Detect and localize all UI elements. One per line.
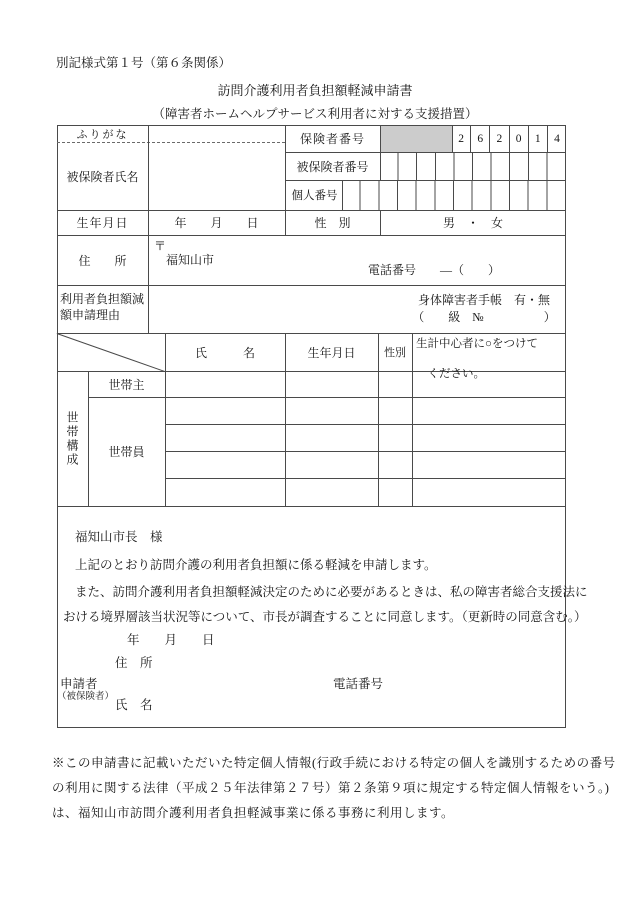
insurer-digit: 2 [458,132,464,145]
insurer-digit: 1 [528,125,547,152]
sex-options: 男 ・ 女 [442,216,503,230]
page-title: 訪問介護利用者負担額軽減申請書 [217,83,413,98]
declaration-date-line: 年 月 日 [127,633,215,647]
applicant-sub-label: （被保険者） [57,692,115,702]
grid-line [452,125,453,152]
breadwinner-header-line2: ください。 [427,368,485,380]
household-birthdate-header: 生年月日 [307,345,356,360]
insurer-digit: 0 [509,125,528,152]
address-label: 住 所 [78,253,127,268]
address-city: 福知山市 [166,253,215,267]
declaration-line1: 上記のとおり訪問介護の利用者負担額に係る軽減を申請します。 [75,558,437,572]
insured-name-label: 被保険者氏名 [66,169,139,184]
insurer-number-shaded-cell [381,126,452,152]
furigana-label: ふりがな [76,128,129,141]
personal-number-grid [342,180,566,210]
grid-line [165,451,566,452]
applicant-label: 申請者 [60,677,98,691]
household-head-label: 世帯主 [108,377,145,392]
declaration-phone-label: 電話番号 [333,677,384,691]
insured-number-grid [380,152,566,180]
grid-line [57,506,566,507]
disability-note-line1: 身体障害者手帳 有・無 [417,293,550,307]
reduction-reason-label-line1: 利用者負担額減 [60,292,145,306]
declaration-addressee: 福知山市長 様 [75,530,163,544]
household-breadwinner-header [416,337,538,397]
sex-label: 性 別 [314,216,351,230]
footnote-line1: ※この申請書に記載いただいた特定個人情報(行政手続における特定の個人を識別するための番号 [52,756,616,770]
page-subtitle: （障害者ホームヘルプサービス利用者に対する支援措置） [152,107,478,121]
disability-note-line2: （ 級 № ） [412,310,556,324]
insurer-digit: 2 [489,125,508,152]
household-member-label: 世帯員 [108,445,145,459]
insurer-digit: 6 [470,125,489,152]
footnote-line2: の利用に関する法律（平成２５年法律第２７号）第２条第９項に規定する特定個人情報をいう。) [52,781,610,795]
footnote-line3: は、福知山市訪問介護利用者負担軽減事業に係る事務に利用します。 [52,806,455,820]
insured-number-label: 被保険者番号 [296,159,369,174]
declaration-address-label: 住 所 [115,656,153,670]
declaration-line2: また、訪問介護利用者負担額軽減決定のために必要があるときは、私の障害者総合支援法に [75,585,588,599]
disability-certificate-note [405,285,563,333]
declaration-line3: おける境界層該当状況等について、市長が調査することに同意します。（更新時の同意含む。） [63,610,587,624]
birthdate-placeholder: 年 月 日 [174,216,259,230]
breadwinner-header-line1: 生計中心者に○をつけて [416,338,538,350]
household-sex-header: 性別 [384,347,406,359]
postal-mark: 〒 [154,239,167,253]
insurer-number-label: 保険者番号 [299,132,365,146]
grid-line [412,333,413,506]
grid-line [165,478,566,479]
household-group-label: 世帯構成 [65,410,79,467]
grid-line [342,180,343,210]
phone-line: 電話番号 ―（ ） [368,263,501,277]
birthdate-label: 生年月日 [76,216,129,230]
form-number: 別記様式第１号（第６条関係） [56,56,232,70]
reduction-reason-label-line2: 額申請理由 [60,308,121,322]
grid-line [380,125,381,180]
personal-number-label: 個人番号 [291,190,338,202]
insurer-number-digit-cells [452,125,566,152]
insurer-digit: 4 [547,125,566,152]
household-name-header: 氏 名 [194,345,255,360]
grid-line [165,424,566,425]
applicant-name-label: 氏 名 [115,698,153,712]
